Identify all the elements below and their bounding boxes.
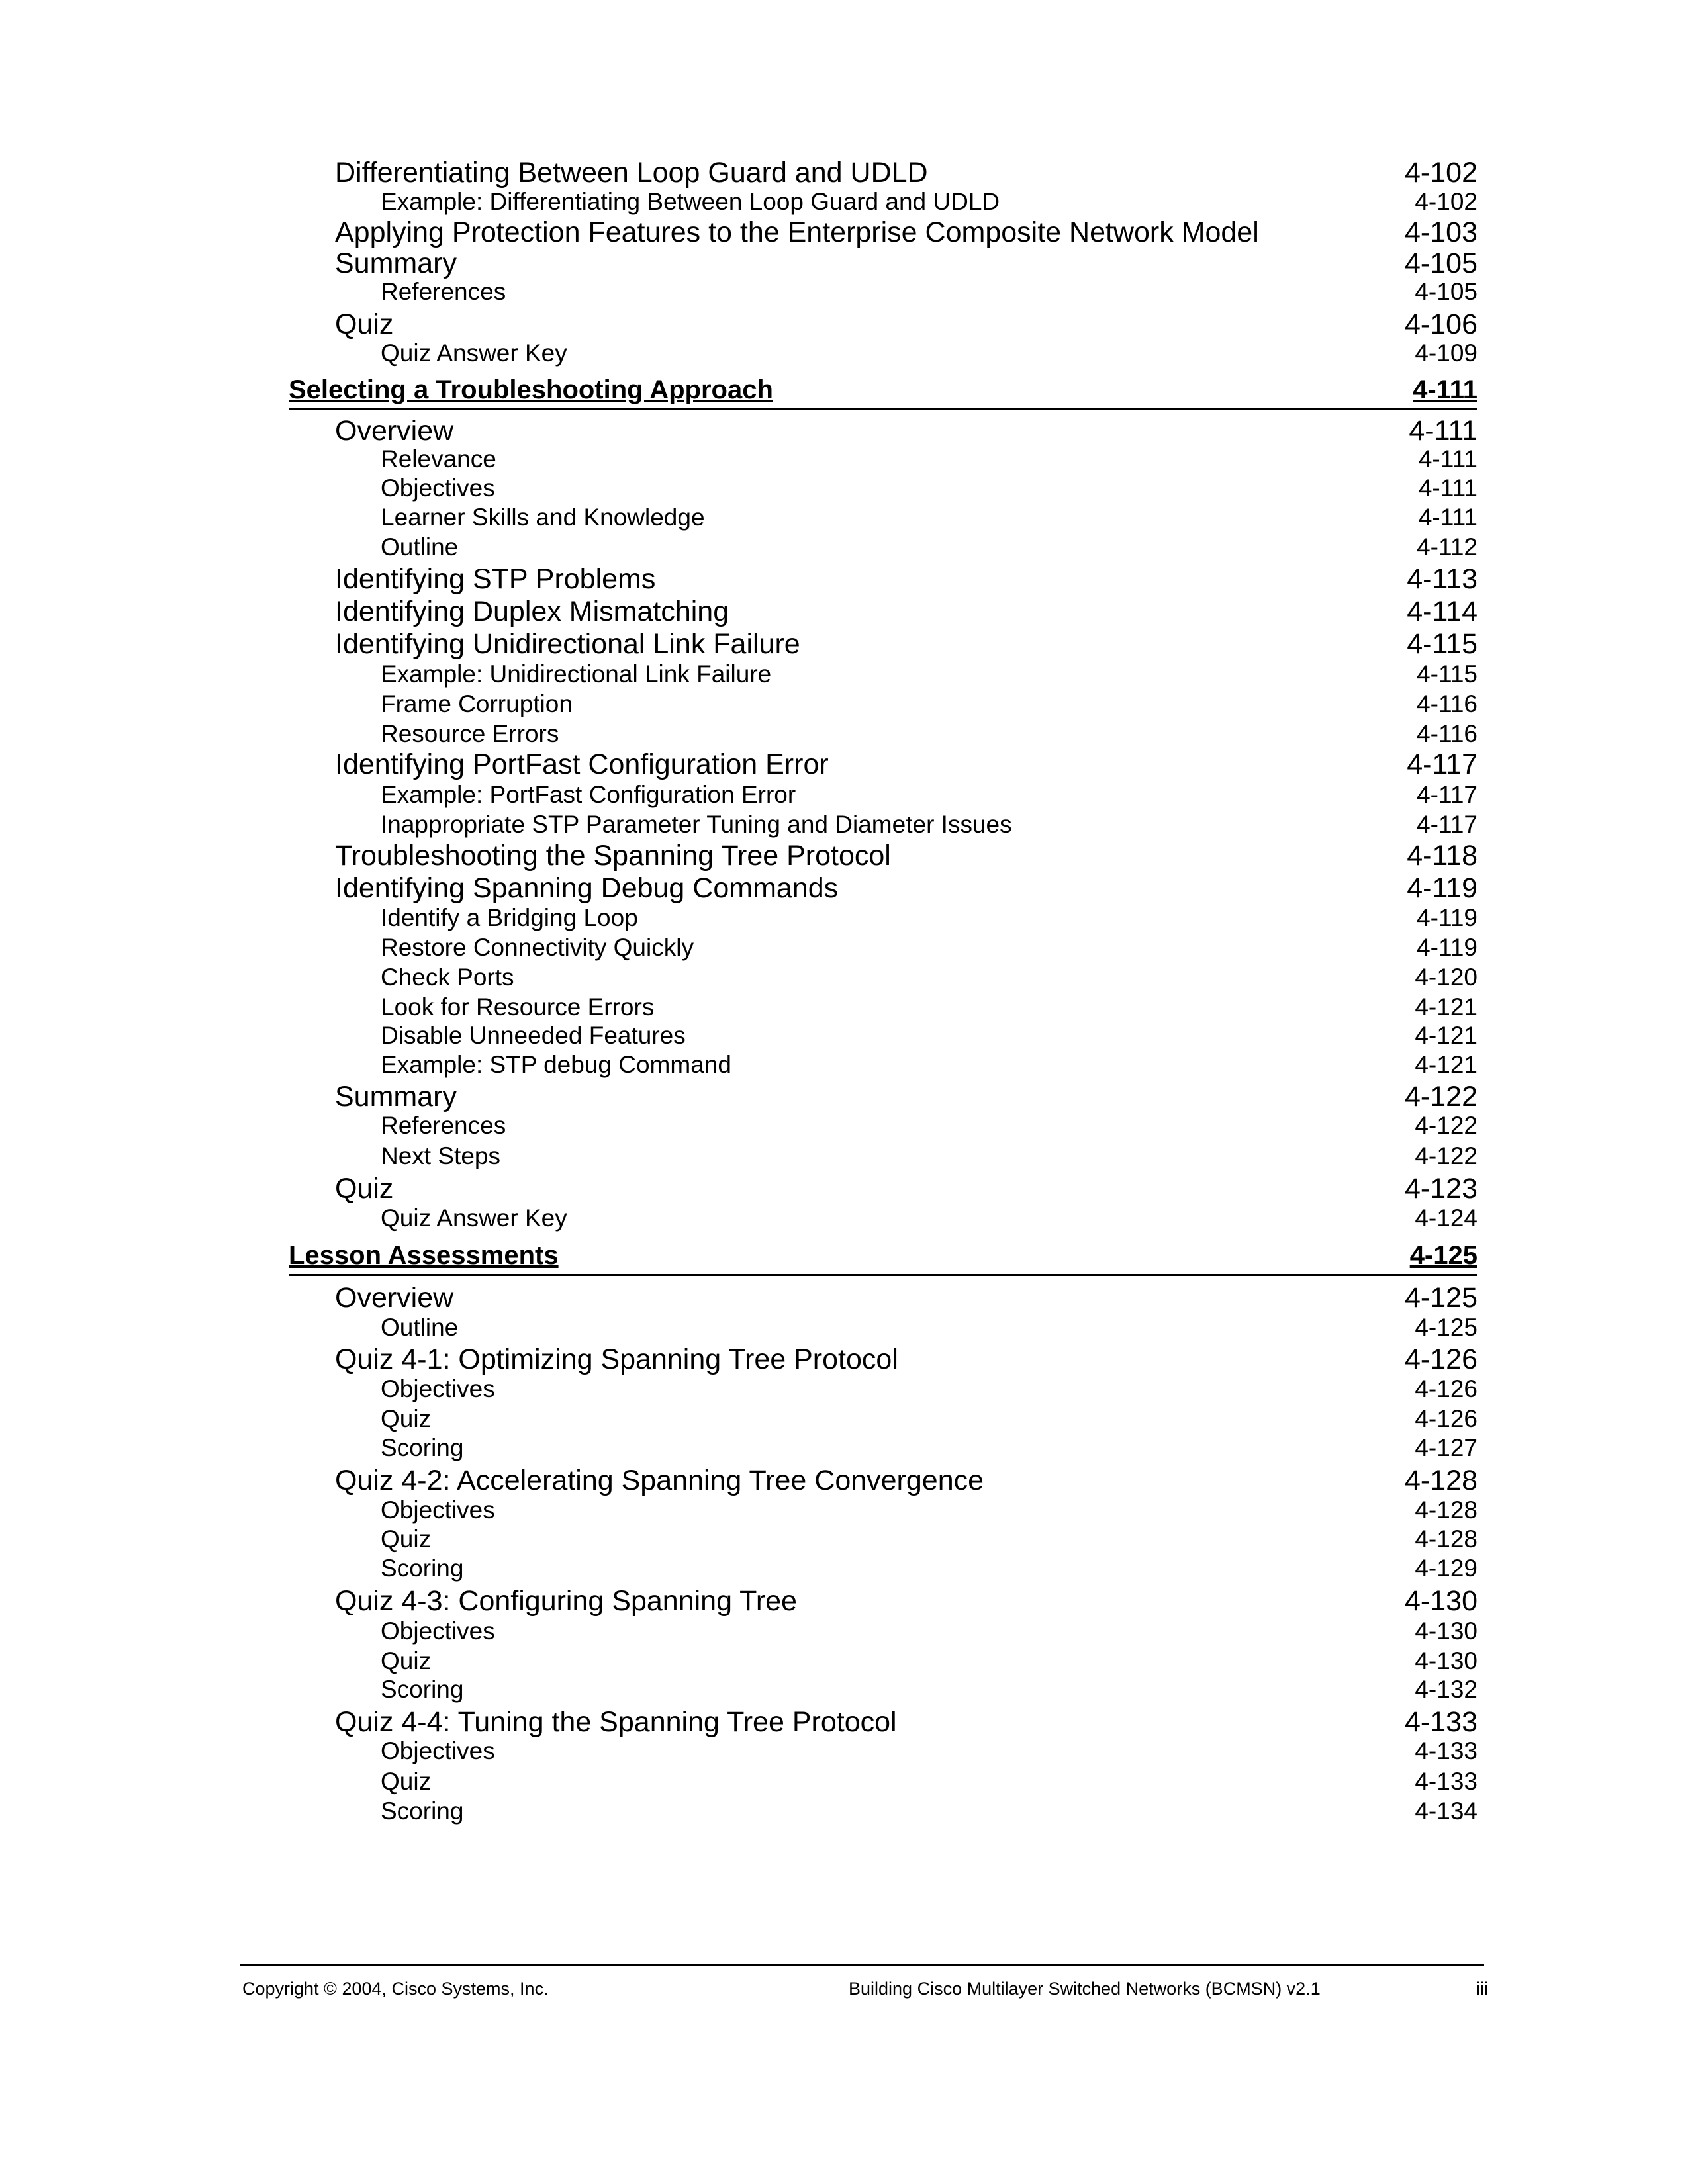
toc-entry-title: Identifying Duplex Mismatching: [335, 596, 729, 627]
toc-entry-title: Scoring: [381, 1555, 464, 1582]
toc-entry-title: Scoring: [381, 1797, 464, 1825]
toc-entry-title: Quiz Answer Key: [381, 1205, 567, 1232]
toc-entry-page: 4-128: [1405, 1465, 1477, 1496]
toc-entry-title: Identifying Spanning Debug Commands: [335, 872, 839, 904]
toc-entry-page: 4-130: [1415, 1617, 1477, 1645]
toc-entry-page: 4-109: [1415, 340, 1477, 367]
toc-entry-title: Relevance: [381, 445, 496, 473]
toc-entry-page: 4-103: [1405, 216, 1477, 248]
section-heading-rule: [289, 1274, 1477, 1276]
toc-entry-page: 4-117: [1417, 811, 1477, 838]
toc-entry-page: 4-126: [1405, 1343, 1477, 1375]
toc-entry-title: Troubleshooting the Spanning Tree Protocol: [335, 840, 891, 872]
toc-entry-title: Check Ports: [381, 964, 514, 991]
toc-entry-title: Objectives: [381, 475, 495, 502]
toc-entry-title: Quiz 4-1: Optimizing Spanning Tree Protocol: [335, 1343, 898, 1375]
toc-entry-page: 4-126: [1415, 1405, 1477, 1432]
toc-entry-page: 4-125: [1405, 1282, 1477, 1314]
toc-entry-title: Objectives: [381, 1375, 495, 1402]
toc-entry-page: 4-117: [1417, 781, 1477, 808]
toc-entry-title: Quiz: [335, 308, 394, 340]
toc-entry-title: Outline: [381, 1314, 459, 1341]
toc-entry-page: 4-118: [1407, 840, 1477, 872]
toc-entry-page: 4-122: [1415, 1112, 1477, 1139]
toc-entry-title: Outline: [381, 533, 459, 561]
toc-entry-page: 4-115: [1407, 628, 1477, 660]
toc-entry-title: Example: Unidirectional Link Failure: [381, 660, 772, 688]
toc-entry-title: Example: PortFast Configuration Error: [381, 781, 796, 808]
toc-entry-page: 4-119: [1407, 872, 1477, 904]
toc-entry-page: 4-128: [1415, 1496, 1477, 1524]
toc-entry-title: Look for Resource Errors: [381, 993, 655, 1021]
toc-entry-page: 4-122: [1415, 1142, 1477, 1169]
toc-entry-title: Identify a Bridging Loop: [381, 904, 638, 931]
toc-entry-page: 4-111: [1418, 475, 1477, 502]
toc-entry-title: Summary: [335, 1081, 457, 1113]
toc-entry-title: Inappropriate STP Parameter Tuning and Diameter Issues: [381, 811, 1012, 838]
footer-copyright: Copyright © 2004, Cisco Systems, Inc.: [242, 1979, 549, 1999]
toc-entry-page: 4-134: [1415, 1797, 1477, 1825]
toc-entry-title: Example: STP debug Command: [381, 1051, 731, 1078]
toc-entry-page: 4-102: [1405, 157, 1477, 189]
toc-entry-title: Quiz 4-2: Accelerating Spanning Tree Convergence: [335, 1465, 984, 1496]
footer-divider: [240, 1964, 1484, 1966]
toc-entry-page: 4-127: [1415, 1434, 1477, 1461]
footer-page-number: iii: [1476, 1979, 1488, 1999]
toc-entry-title: References: [381, 278, 506, 305]
toc-entry-page: 4-133: [1415, 1768, 1477, 1795]
toc-entry-page: 4-121: [1415, 993, 1477, 1021]
toc-entry-title: Applying Protection Features to the Enterprise Composite Network Model: [335, 216, 1259, 248]
toc-entry-title: Summary: [335, 248, 457, 279]
toc-entry-title: Differentiating Between Loop Guard and UDLD: [335, 157, 928, 189]
toc-entry-page: 4-124: [1415, 1205, 1477, 1232]
toc-entry-page: 4-119: [1417, 934, 1477, 961]
toc-entry-page: 4-111: [1418, 445, 1477, 473]
toc-entry-page: 4-122: [1405, 1081, 1477, 1113]
toc-entry-page: 4-117: [1407, 749, 1477, 780]
toc-entry-title: Next Steps: [381, 1142, 500, 1169]
toc-entry-title: References: [381, 1112, 506, 1139]
toc-entry-page: 4-105: [1405, 248, 1477, 279]
toc-entry-title: Selecting a Troubleshooting Approach: [289, 375, 773, 404]
toc-entry-page: 4-120: [1415, 964, 1477, 991]
toc-entry-page: 4-129: [1415, 1555, 1477, 1582]
toc-entry-title: Identifying Unidirectional Link Failure: [335, 628, 800, 660]
toc-entry-page: 4-121: [1415, 1051, 1477, 1078]
toc-entry-page: 4-111: [1418, 504, 1477, 531]
toc-entry-title: Quiz: [335, 1173, 394, 1205]
section-heading-rule: [289, 408, 1477, 410]
toc-entry-page: 4-116: [1417, 690, 1477, 717]
toc-entry-page: 4-121: [1415, 1022, 1477, 1049]
toc-entry-page: 4-132: [1415, 1676, 1477, 1703]
toc-entry-title: Overview: [335, 1282, 454, 1314]
toc-entry-title: Learner Skills and Knowledge: [381, 504, 705, 531]
toc-entry-title: Disable Unneeded Features: [381, 1022, 686, 1049]
toc-entry-title: Quiz Answer Key: [381, 340, 567, 367]
toc-entry-title: Quiz 4-3: Configuring Spanning Tree: [335, 1585, 797, 1617]
toc-entry-title: Restore Connectivity Quickly: [381, 934, 694, 961]
toc-entry-page: 4-106: [1405, 308, 1477, 340]
toc-entry-page: 4-126: [1415, 1375, 1477, 1402]
toc-entry-title: Objectives: [381, 1737, 495, 1764]
toc-entry-title: Quiz: [381, 1647, 432, 1674]
toc-entry-title: Quiz: [381, 1405, 432, 1432]
toc-entry-page: 4-133: [1405, 1706, 1477, 1738]
toc-entry-page: 4-128: [1415, 1525, 1477, 1553]
toc-entry-title: Quiz: [381, 1525, 432, 1553]
toc-entry-page: 4-111: [1413, 375, 1477, 404]
toc-entry-title: Identifying PortFast Configuration Error: [335, 749, 829, 780]
footer-course-title: Building Cisco Multilayer Switched Networks (BCMSN) v2.1: [849, 1979, 1321, 1999]
toc-entry-title: Scoring: [381, 1434, 464, 1461]
toc-entry-title: Quiz 4-4: Tuning the Spanning Tree Protocol: [335, 1706, 897, 1738]
toc-entry-title: Quiz: [381, 1768, 432, 1795]
toc-entry-page: 4-130: [1415, 1647, 1477, 1674]
toc-entry-page: 4-123: [1405, 1173, 1477, 1205]
toc-entry-title: Scoring: [381, 1676, 464, 1703]
toc-entry-page: 4-113: [1407, 563, 1477, 595]
toc-entry-page: 4-125: [1415, 1314, 1477, 1341]
toc-entry-title: Frame Corruption: [381, 690, 573, 717]
toc-entry-page: 4-133: [1415, 1737, 1477, 1764]
toc-entry-title: Resource Errors: [381, 720, 559, 747]
toc-entry-title: Objectives: [381, 1496, 495, 1524]
toc-entry-page: 4-130: [1405, 1585, 1477, 1617]
toc-entry-page: 4-115: [1417, 660, 1477, 688]
toc-entry-page: 4-125: [1409, 1241, 1477, 1270]
toc-entry-page: 4-105: [1415, 278, 1477, 305]
toc-entry-page: 4-102: [1415, 188, 1477, 215]
toc-entry-page: 4-119: [1417, 904, 1477, 931]
toc-entry-title: Example: Differentiating Between Loop Guard and UDLD: [381, 188, 1000, 215]
toc-entry-page: 4-114: [1407, 596, 1477, 627]
toc-entry-page: 4-111: [1409, 415, 1477, 447]
toc-entry-title: Objectives: [381, 1617, 495, 1645]
toc-entry-page: 4-112: [1417, 533, 1477, 561]
toc-entry-title: Overview: [335, 415, 454, 447]
toc-entry-title: Lesson Assessments: [289, 1241, 559, 1270]
toc-entry-page: 4-116: [1417, 720, 1477, 747]
toc-entry-title: Identifying STP Problems: [335, 563, 656, 595]
